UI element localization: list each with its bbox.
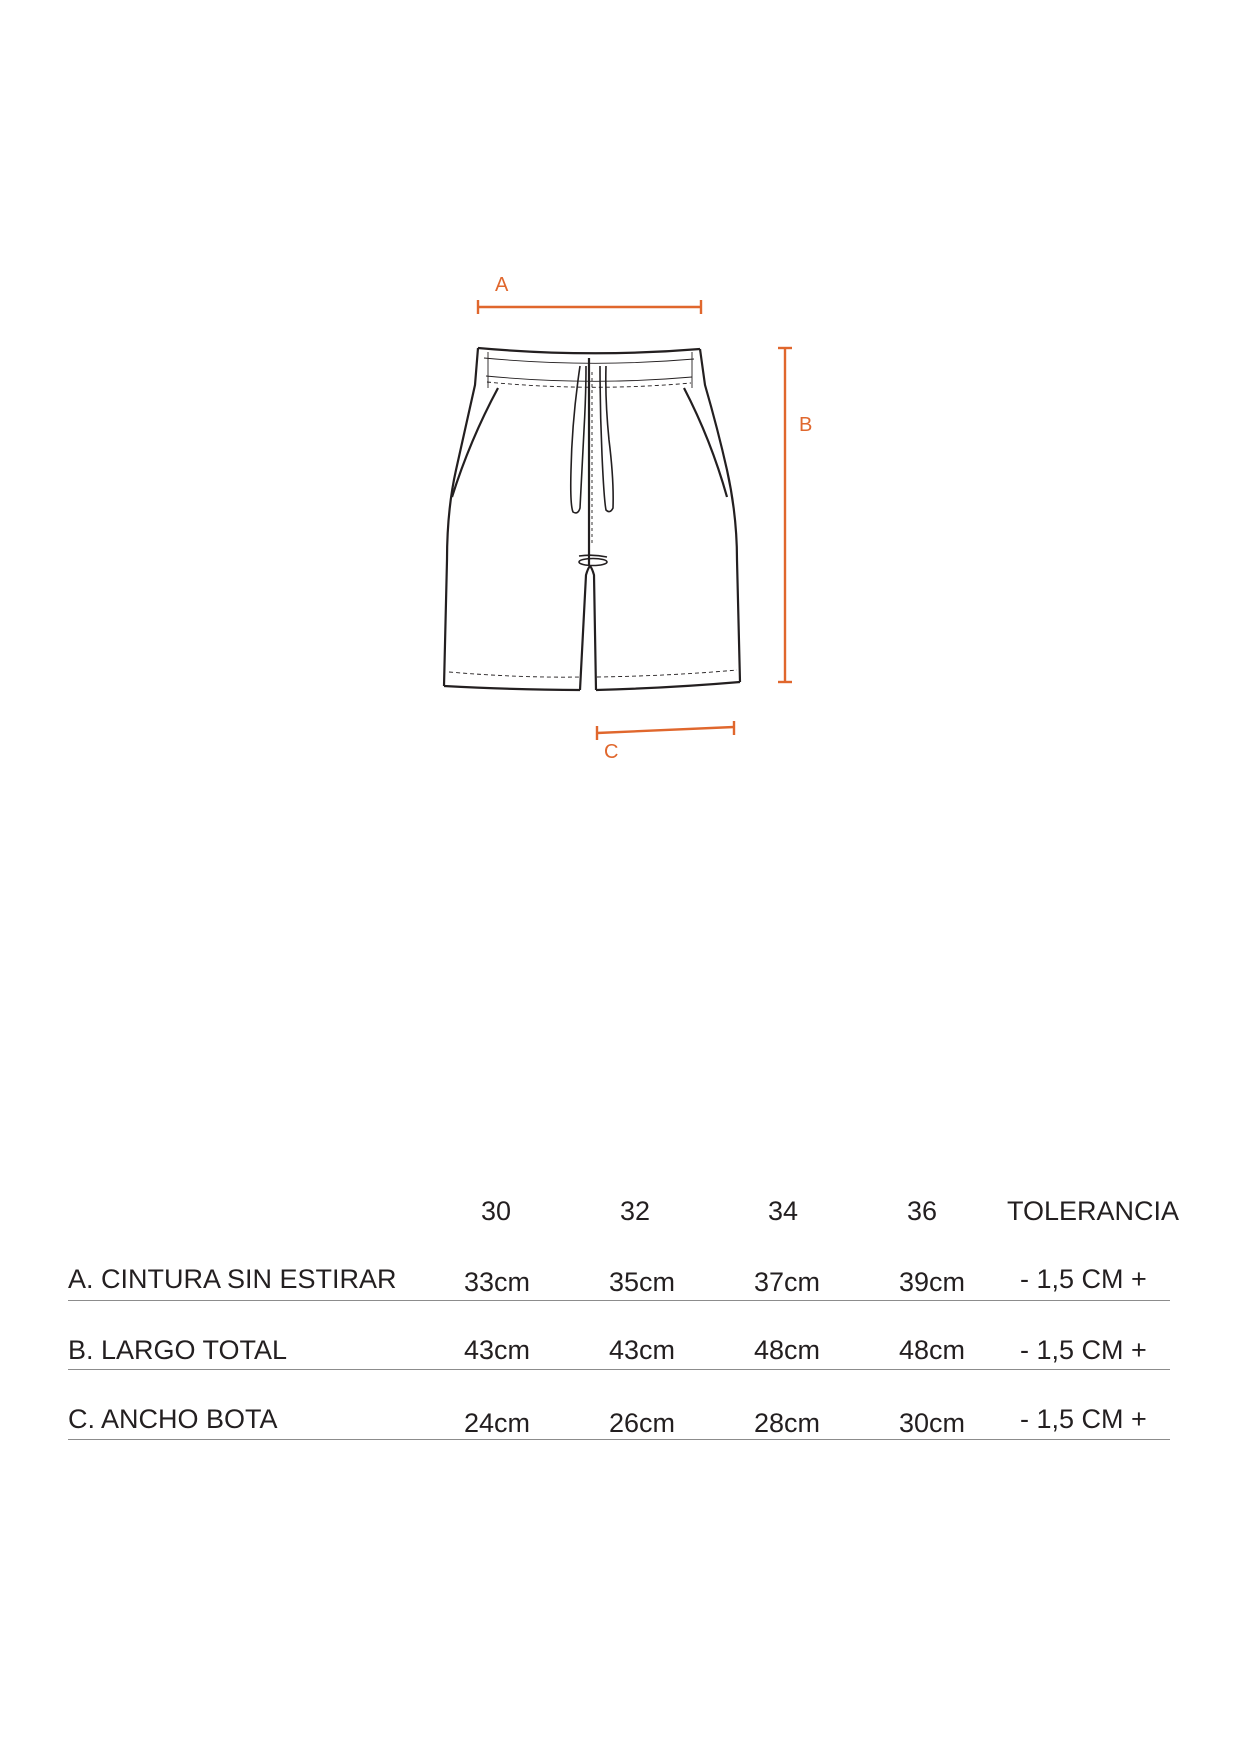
row-label-a: A. CINTURA SIN ESTIRAR	[68, 1264, 397, 1294]
size-header-32: 32	[619, 1196, 651, 1226]
table-cell: 37cm	[753, 1267, 821, 1297]
row-label-b: B. LARGO TOTAL	[68, 1335, 288, 1365]
dimension-b-label: B	[799, 414, 813, 436]
table-cell: 35cm	[608, 1267, 676, 1297]
row-divider	[68, 1300, 1170, 1301]
dimension-c-label: C	[604, 741, 619, 763]
table-cell: 30cm	[898, 1408, 966, 1438]
row-label-c: C. ANCHO BOTA	[68, 1404, 278, 1434]
table-cell: 28cm	[753, 1408, 821, 1438]
size-header-34: 34	[767, 1196, 799, 1226]
tolerance-header: TOLERANCIA	[1007, 1196, 1180, 1226]
table-cell: 24cm	[463, 1408, 531, 1438]
dimension-a-label: A	[495, 274, 509, 296]
table-cell: 33cm	[463, 1267, 531, 1297]
tolerance-value: - 1,5 CM +	[1020, 1404, 1147, 1434]
tolerance-value: - 1,5 CM +	[1020, 1335, 1147, 1365]
table-cell: 48cm	[753, 1335, 821, 1365]
table-cell: 39cm	[898, 1267, 966, 1297]
size-header-36: 36	[906, 1196, 938, 1226]
table-cell: 26cm	[608, 1408, 676, 1438]
table-cell: 43cm	[463, 1335, 531, 1365]
size-header-30: 30	[480, 1196, 512, 1226]
row-divider	[68, 1439, 1170, 1440]
table-cell: 43cm	[608, 1335, 676, 1365]
row-divider	[68, 1369, 1170, 1370]
tolerance-value: - 1,5 CM +	[1020, 1264, 1147, 1294]
table-cell: 48cm	[898, 1335, 966, 1365]
